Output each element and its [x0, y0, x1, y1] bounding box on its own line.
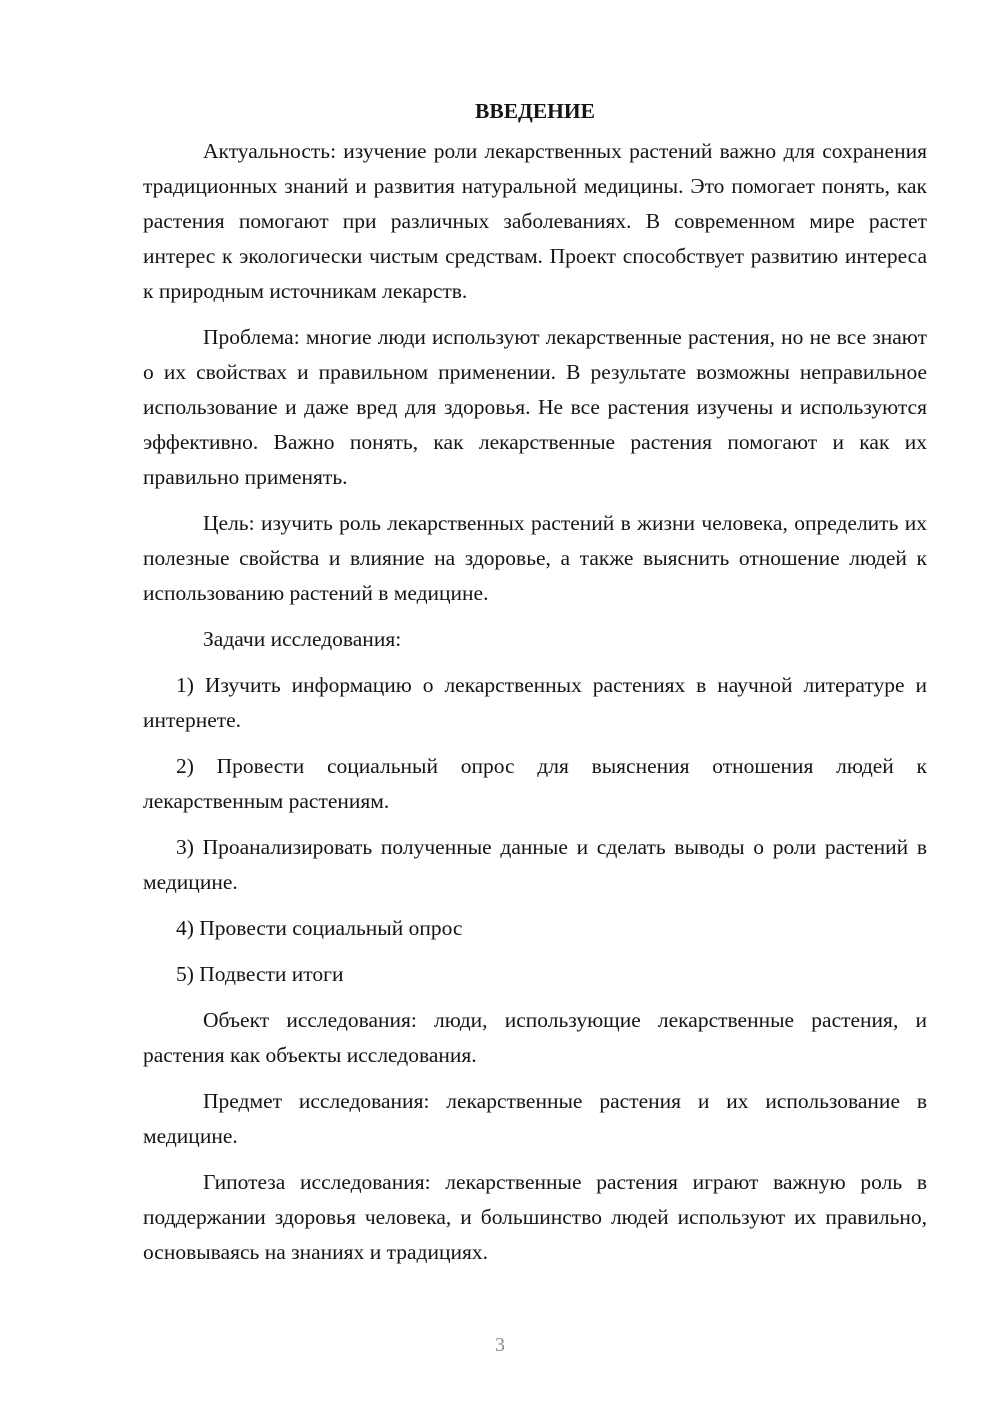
page-number: 3 — [495, 1334, 505, 1356]
paragraph-relevance: Актуальность: изучение роли лекарственных растений важно для сохранения традиционных знаний и развития натуральной медицины. Это помогает понять, как растения помогают при различных заболеваниях. В современном мире растет интерес к экологически чистым средствам. Проект способствует развитию интереса к природным источникам лекарств. — [143, 139, 927, 303]
paragraph-goal: Цель: изучить роль лекарственных растений в жизни человека, определить их полезные свойства и влияние на здоровье, а также выяснить отношение людей к использованию растений в медицине. — [143, 511, 927, 605]
task-item-1: 1) Изучить информацию о лекарственных растениях в научной литературе и интернете. — [143, 673, 927, 732]
paragraph-problem: Проблема: многие люди используют лекарственные растения, но не все знают о их свойствах и правильном применении. В результате возможны неправильное использование и даже вред для здоровья. Не все растения изучены и используются эффективно. Важно понять, как лекарственные растения помогают и как их правильно применять. — [143, 325, 927, 489]
paragraph-subject: Предмет исследования: лекарственные растения и их использование в медицине. — [143, 1089, 927, 1148]
task-item-5: 5) Подвести итоги — [176, 962, 344, 986]
tasks-heading: Задачи исследования: — [203, 627, 402, 651]
document-page — [143, 96, 927, 1281]
task-item-4: 4) Провести социальный опрос — [176, 916, 463, 940]
paragraph-hypothesis: Гипотеза исследования: лекарственные растения играют важную роль в поддержании здоровья человека, и большинство людей используют их правильно, основываясь на знаниях и традициях. — [143, 1170, 927, 1264]
task-item-3: 3) Проанализировать полученные данные и сделать выводы о роли растений в медицине. — [143, 835, 927, 894]
task-item-2: 2) Провести социальный опрос для выяснения отношения людей к лекарственным растениям. — [143, 754, 927, 813]
paragraph-object: Объект исследования: люди, использующие лекарственные растения, и растения как объекты исследования. — [143, 1008, 927, 1067]
section-title: ВВЕДЕНИЕ — [475, 99, 595, 123]
